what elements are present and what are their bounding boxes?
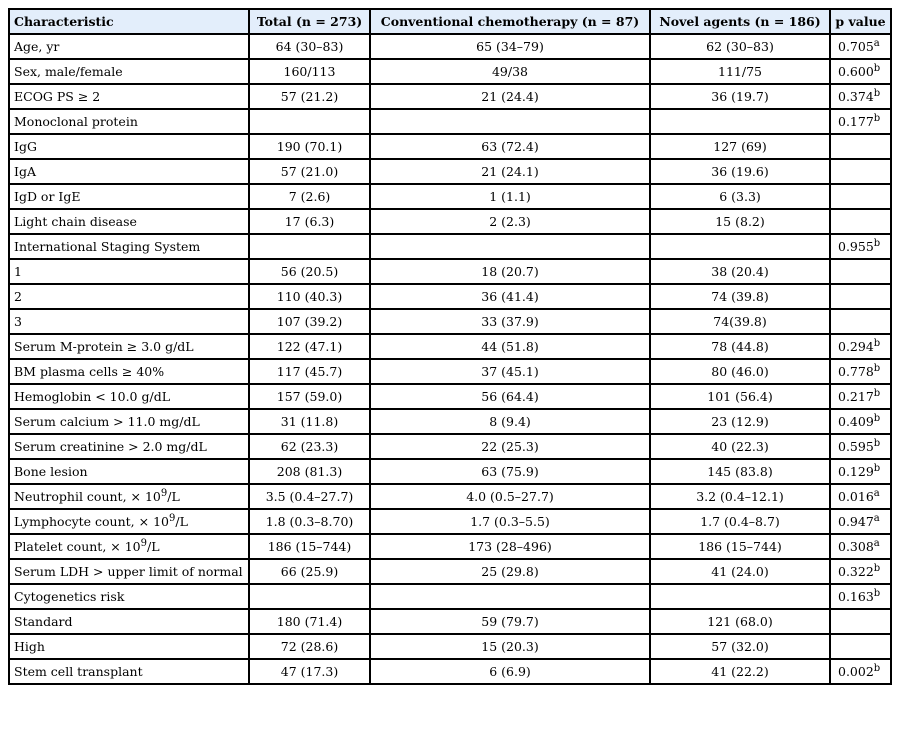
total-cell: 180 (71.4) [249, 609, 370, 634]
p-value: 0.600 [838, 63, 874, 79]
total-cell [249, 109, 370, 134]
conventional-cell: 15 (20.3) [370, 634, 650, 659]
conventional-cell: 2 (2.3) [370, 209, 650, 234]
p-value: 0.177 [838, 113, 874, 129]
label-exponent: 9 [168, 512, 176, 524]
p-value-footnote: b [873, 237, 881, 249]
p-value-cell [830, 309, 891, 334]
label-unit: /L [175, 513, 188, 529]
characteristic-cell [9, 259, 249, 284]
header-characteristic: Characteristic [9, 9, 249, 34]
p-value-footnote: b [873, 562, 881, 574]
p-value-footnote: a [873, 487, 880, 499]
conventional-cell: 21 (24.4) [370, 84, 650, 109]
conventional-cell: 56 (64.4) [370, 384, 650, 409]
characteristic-label: Light chain disease [14, 213, 137, 229]
header-conventional: Conventional chemotherapy (n = 87) [370, 9, 650, 34]
novel-cell: 74 (39.8) [650, 284, 830, 309]
characteristic-cell [9, 584, 249, 609]
p-value: 0.129 [838, 463, 874, 479]
p-value-footnote: b [873, 62, 881, 74]
characteristic-cell [9, 509, 249, 534]
characteristic-cell [9, 659, 249, 684]
p-value-footnote: b [873, 87, 881, 99]
table-row [9, 459, 891, 484]
characteristic-cell [9, 559, 249, 584]
p-value-footnote: b [873, 437, 881, 449]
p-value-cell [830, 184, 891, 209]
total-cell: 57 (21.0) [249, 159, 370, 184]
conventional-cell: 173 (28–496) [370, 534, 650, 559]
conventional-cell: 36 (41.4) [370, 284, 650, 309]
conventional-cell: 59 (79.7) [370, 609, 650, 634]
p-value: 0.705 [838, 38, 874, 54]
total-cell: 64 (30–83) [249, 34, 370, 59]
novel-cell [650, 234, 830, 259]
conventional-cell: 4.0 (0.5–27.7) [370, 484, 650, 509]
novel-cell: 111/75 [650, 59, 830, 84]
novel-cell: 186 (15–744) [650, 534, 830, 559]
p-value-cell [830, 434, 891, 459]
characteristic-label: Serum M-protein ≥ 3.0 g/dL [14, 338, 194, 354]
total-cell: 110 (40.3) [249, 284, 370, 309]
p-value-footnote: b [873, 112, 881, 124]
novel-cell: 127 (69) [650, 134, 830, 159]
total-cell [249, 584, 370, 609]
characteristic-label: IgA [14, 163, 36, 179]
table-row [9, 84, 891, 109]
total-cell: 186 (15–744) [249, 534, 370, 559]
p-value-cell [830, 384, 891, 409]
novel-cell: 6 (3.3) [650, 184, 830, 209]
novel-cell: 101 (56.4) [650, 384, 830, 409]
characteristic-cell [9, 409, 249, 434]
characteristic-label: International Staging System [14, 238, 201, 254]
p-value-cell [830, 159, 891, 184]
table-row [9, 259, 891, 284]
total-cell: 160/113 [249, 59, 370, 84]
p-value: 0.322 [838, 563, 874, 579]
total-cell: 31 (11.8) [249, 409, 370, 434]
total-cell: 62 (23.3) [249, 434, 370, 459]
characteristic-label: Serum LDH > upper limit of normal [14, 563, 243, 579]
characteristic-cell [9, 134, 249, 159]
novel-cell: 36 (19.7) [650, 84, 830, 109]
p-value-cell [830, 234, 891, 259]
characteristic-label: BM plasma cells ≥ 40% [14, 363, 165, 379]
table-row [9, 559, 891, 584]
label-unit: /L [167, 488, 180, 504]
novel-cell: 145 (83.8) [650, 459, 830, 484]
novel-cell: 3.2 (0.4–12.1) [650, 484, 830, 509]
table-row [9, 484, 891, 509]
p-value-footnote: a [873, 37, 880, 49]
table-row [9, 359, 891, 384]
p-value-footnote: b [873, 337, 881, 349]
characteristic-label: Monoclonal protein [14, 113, 138, 129]
p-value-cell [830, 459, 891, 484]
characteristic-label: Serum creatinine > 2.0 mg/dL [14, 438, 207, 454]
p-value-cell [830, 409, 891, 434]
p-value: 0.374 [838, 88, 874, 104]
characteristic-cell [9, 534, 249, 559]
characteristic-cell [9, 209, 249, 234]
p-value: 0.294 [838, 338, 874, 354]
total-cell: 47 (17.3) [249, 659, 370, 684]
novel-cell [650, 584, 830, 609]
table-row [9, 609, 891, 634]
total-cell: 66 (25.9) [249, 559, 370, 584]
table-body [9, 34, 891, 684]
p-value-cell [830, 334, 891, 359]
characteristic-label: Standard [14, 613, 73, 629]
conventional-cell: 1.7 (0.3–5.5) [370, 509, 650, 534]
characteristic-cell [9, 34, 249, 59]
novel-cell: 36 (19.6) [650, 159, 830, 184]
table-row [9, 234, 891, 259]
characteristic-label: ECOG PS ≥ 2 [14, 88, 101, 104]
p-value: 0.217 [838, 388, 874, 404]
novel-cell: 38 (20.4) [650, 259, 830, 284]
p-value-cell [830, 34, 891, 59]
characteristic-label: 3 [14, 313, 22, 329]
characteristic-label: IgD or IgE [14, 188, 81, 204]
characteristic-cell [9, 159, 249, 184]
novel-cell [650, 109, 830, 134]
characteristic-cell [9, 484, 249, 509]
characteristic-cell [9, 234, 249, 259]
characteristic-cell [9, 59, 249, 84]
header-p-value: p value [830, 9, 891, 34]
characteristic-cell [9, 309, 249, 334]
label-exponent: 9 [160, 487, 168, 499]
p-value-cell [830, 534, 891, 559]
p-value-cell [830, 259, 891, 284]
p-value: 0.163 [838, 588, 874, 604]
p-value-footnote: b [873, 387, 881, 399]
p-value-footnote: b [873, 662, 881, 674]
conventional-cell: 18 (20.7) [370, 259, 650, 284]
characteristic-cell [9, 609, 249, 634]
p-value-cell [830, 659, 891, 684]
table-row [9, 534, 891, 559]
characteristic-label: Age, yr [14, 38, 60, 54]
table-row [9, 109, 891, 134]
characteristic-label: Sex, male/female [14, 63, 123, 79]
characteristic-cell [9, 384, 249, 409]
p-value-cell [830, 609, 891, 634]
characteristic-cell [9, 284, 249, 309]
characteristic-label: Serum calcium > 11.0 mg/dL [14, 413, 200, 429]
p-value-cell [830, 59, 891, 84]
total-cell: 72 (28.6) [249, 634, 370, 659]
total-cell: 117 (45.7) [249, 359, 370, 384]
novel-cell: 57 (32.0) [650, 634, 830, 659]
table-row [9, 59, 891, 84]
conventional-cell: 65 (34–79) [370, 34, 650, 59]
characteristic-label: 1 [14, 263, 22, 279]
characteristic-label: IgG [14, 138, 37, 154]
characteristic-cell [9, 359, 249, 384]
characteristic-cell [9, 109, 249, 134]
table-row [9, 34, 891, 59]
p-value: 0.947 [838, 513, 874, 529]
p-value: 0.409 [838, 413, 874, 429]
novel-cell: 41 (24.0) [650, 559, 830, 584]
novel-cell: 121 (68.0) [650, 609, 830, 634]
total-cell [249, 234, 370, 259]
novel-cell: 62 (30–83) [650, 34, 830, 59]
total-cell: 57 (21.2) [249, 84, 370, 109]
conventional-cell: 8 (9.4) [370, 409, 650, 434]
label-exponent: 9 [140, 537, 147, 549]
characteristic-label: Cytogenetics risk [14, 588, 125, 604]
p-value-cell [830, 284, 891, 309]
characteristic-label: Stem cell transplant [14, 663, 143, 679]
table-row [9, 634, 891, 659]
header-total: Total (n = 273) [249, 9, 370, 34]
p-value-cell [830, 559, 891, 584]
total-cell: 3.5 (0.4–27.7) [249, 484, 370, 509]
characteristic-cell [9, 184, 249, 209]
p-value-footnote: b [873, 462, 881, 474]
conventional-cell: 37 (45.1) [370, 359, 650, 384]
total-cell: 1.8 (0.3–8.70) [249, 509, 370, 534]
total-cell: 208 (81.3) [249, 459, 370, 484]
novel-cell: 15 (8.2) [650, 209, 830, 234]
conventional-cell: 63 (72.4) [370, 134, 650, 159]
table-row [9, 334, 891, 359]
label-unit: /L [147, 538, 160, 554]
p-value-cell [830, 209, 891, 234]
conventional-cell: 6 (6.9) [370, 659, 650, 684]
total-cell: 122 (47.1) [249, 334, 370, 359]
p-value-footnote: b [873, 587, 881, 599]
total-cell: 17 (6.3) [249, 209, 370, 234]
characteristic-label: Hemoglobin < 10.0 g/dL [14, 388, 170, 404]
characteristic-cell [9, 634, 249, 659]
novel-cell: 41 (22.2) [650, 659, 830, 684]
p-value-cell [830, 134, 891, 159]
conventional-cell: 21 (24.1) [370, 159, 650, 184]
table-row [9, 509, 891, 534]
total-cell: 157 (59.0) [249, 384, 370, 409]
characteristic-label: Bone lesion [14, 463, 88, 479]
table-row [9, 659, 891, 684]
table-row [9, 284, 891, 309]
conventional-cell [370, 109, 650, 134]
p-value: 0.016 [838, 488, 874, 504]
table-row [9, 434, 891, 459]
total-cell: 107 (39.2) [249, 309, 370, 334]
novel-cell: 23 (12.9) [650, 409, 830, 434]
novel-cell: 74(39.8) [650, 309, 830, 334]
p-value: 0.778 [838, 363, 874, 379]
conventional-cell: 22 (25.3) [370, 434, 650, 459]
total-cell: 190 (70.1) [249, 134, 370, 159]
table-row [9, 384, 891, 409]
table-row [9, 184, 891, 209]
characteristic-label: Neutrophil count, × 10 [14, 488, 161, 504]
characteristic-cell [9, 459, 249, 484]
total-cell: 56 (20.5) [249, 259, 370, 284]
p-value-cell [830, 359, 891, 384]
table-row [9, 209, 891, 234]
conventional-cell: 25 (29.8) [370, 559, 650, 584]
novel-cell: 78 (44.8) [650, 334, 830, 359]
conventional-cell: 44 (51.8) [370, 334, 650, 359]
conventional-cell: 1 (1.1) [370, 184, 650, 209]
table-row [9, 409, 891, 434]
novel-cell: 40 (22.3) [650, 434, 830, 459]
characteristic-label: Lymphocyte count, × 10 [14, 513, 169, 529]
characteristic-label: 2 [14, 288, 22, 304]
p-value-footnote: b [873, 362, 881, 374]
characteristics-table [8, 8, 892, 685]
novel-cell: 80 (46.0) [650, 359, 830, 384]
conventional-cell: 33 (37.9) [370, 309, 650, 334]
p-value-cell [830, 109, 891, 134]
header-row [9, 9, 891, 34]
characteristic-label: High [14, 638, 45, 654]
table-row [9, 134, 891, 159]
p-value-cell [830, 484, 891, 509]
p-value-footnote: a [873, 537, 880, 549]
table-row [9, 159, 891, 184]
characteristic-cell [9, 434, 249, 459]
p-value-footnote: a [873, 512, 880, 524]
characteristic-cell [9, 84, 249, 109]
characteristic-label: Platelet count, × 10 [14, 538, 141, 554]
p-value-cell [830, 84, 891, 109]
p-value-cell [830, 509, 891, 534]
characteristic-cell [9, 334, 249, 359]
total-cell: 7 (2.6) [249, 184, 370, 209]
p-value-cell [830, 634, 891, 659]
conventional-cell: 63 (75.9) [370, 459, 650, 484]
p-value: 0.595 [838, 438, 874, 454]
conventional-cell [370, 584, 650, 609]
p-value: 0.955 [838, 238, 874, 254]
novel-cell: 1.7 (0.4–8.7) [650, 509, 830, 534]
p-value: 0.308 [838, 538, 874, 554]
table-row [9, 584, 891, 609]
p-value-cell [830, 584, 891, 609]
table-row [9, 309, 891, 334]
conventional-cell [370, 234, 650, 259]
p-value-footnote: b [873, 412, 881, 424]
header-novel: Novel agents (n = 186) [650, 9, 830, 34]
p-value: 0.002 [838, 663, 874, 679]
conventional-cell: 49/38 [370, 59, 650, 84]
